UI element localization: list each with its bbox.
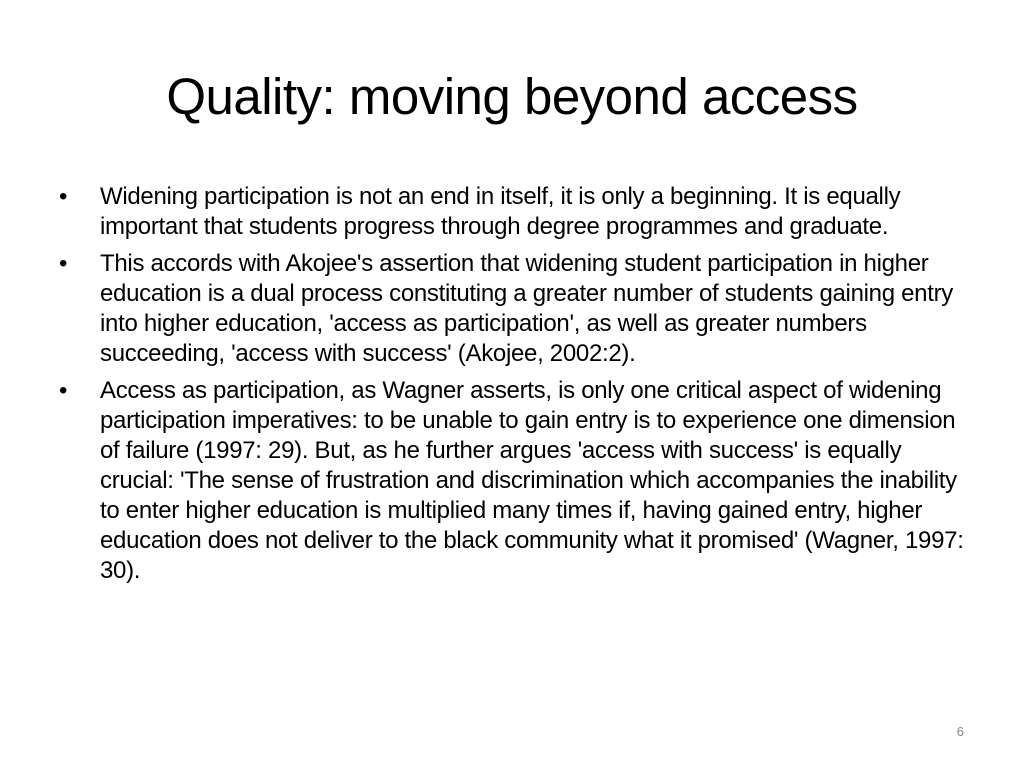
bullet-dot-icon: •	[59, 377, 68, 404]
bullet-dot-icon: •	[59, 183, 68, 210]
bullet-text: Widening participation is not an end in itself, it is only a beginning. It is equally important that students progress through degree programmes and graduate.	[100, 183, 901, 240]
bullet-item	[56, 249, 970, 369]
bullet-text: This accords with Akojee's assertion that widening student participation in higher education is a dual process constituting a greater number of students gaining entry into higher education, 'access as participation', as well as greater numbers succeeding, 'access with success' (Akojee, 2002:2).	[100, 250, 953, 367]
bullet-item	[56, 182, 970, 242]
bullet-list	[56, 182, 970, 593]
bullet-dot-icon: •	[59, 250, 68, 277]
bullet-item	[56, 376, 970, 586]
page-number: 6	[956, 724, 964, 739]
slide-title: Quality: moving beyond access	[166, 68, 858, 125]
bullet-text: Access as participation, as Wagner asserts, is only one critical aspect of widening participation imperatives: to be unable to gain entry is to experience one dimension of failure (1997: 29). But, as he further argues 'access with success' is equally crucial: 'The sense of frustration and discrimination which accompanies the inability to enter higher education is multiplied many times if, having gained entry, higher education does not deliver to the black community what it promised' (Wagner, 1997: 30).	[100, 377, 964, 584]
